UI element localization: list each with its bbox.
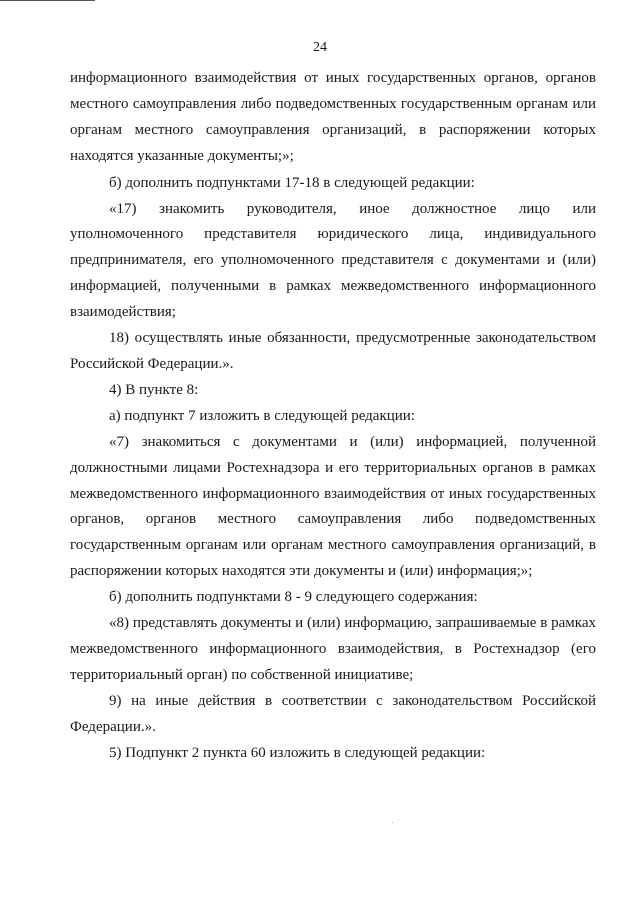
paragraph: 5) Подпункт 2 пункта 60 изложить в следующей редакции: bbox=[109, 744, 486, 761]
paragraph: б) дополнить подпунктами 8 - 9 следующего содержания: bbox=[109, 589, 478, 606]
paragraph: а) подпункт 7 изложить в следующей редакции: bbox=[109, 407, 415, 424]
paragraph: «8) представлять документы и (или) информацию, запрашиваемые в рамках межведомственного информационного взаимодействия, в Ростехнадзор (его территориальный орган) по собственной инициативе; bbox=[70, 615, 596, 683]
top-edge-line bbox=[0, 0, 95, 1]
page-number: 24 bbox=[313, 40, 327, 55]
paragraph: «17) знакомить руководителя, иное должностное лицо или уполномоченного представителя юридического лица, индивидуального предпринимателя, его уполномоченного представителя с документами и (или) информацией, полученными в рамках межведомственного информационного взаимодействия; bbox=[70, 200, 596, 321]
paragraph: б) дополнить подпунктами 17-18 в следующей редакции: bbox=[109, 174, 475, 191]
paragraph: информационного взаимодействия от иных государственных органов, органов местного самоуправления либо подведомственных государственным органам или органам местного самоуправления организаций, в распоряжении которых находятся указанные документы;»; bbox=[70, 70, 596, 164]
paragraph: «7) знакомиться с документами и (или) информацией, полученной должностными лицами Ростехнадзора и его территориальных органов в рамках межведомственного информационного взаимодействия от иных государственных органов, органов местного самоуправления либо подведомственных государственным органам или органам местного самоуправления организаций, в распоряжении которых находятся эти документы и (или) информация;»; bbox=[70, 433, 596, 580]
paragraph: 18) осуществлять иные обязанности, предусмотренные законодательством Российской Федерации.». bbox=[70, 330, 596, 372]
document-body bbox=[70, 66, 596, 766]
paragraph: 9) на иные действия в соответствии с законодательством Российской Федерации.». bbox=[70, 692, 596, 735]
scan-speck bbox=[392, 822, 393, 823]
paragraph: 4) В пункте 8: bbox=[109, 381, 199, 398]
